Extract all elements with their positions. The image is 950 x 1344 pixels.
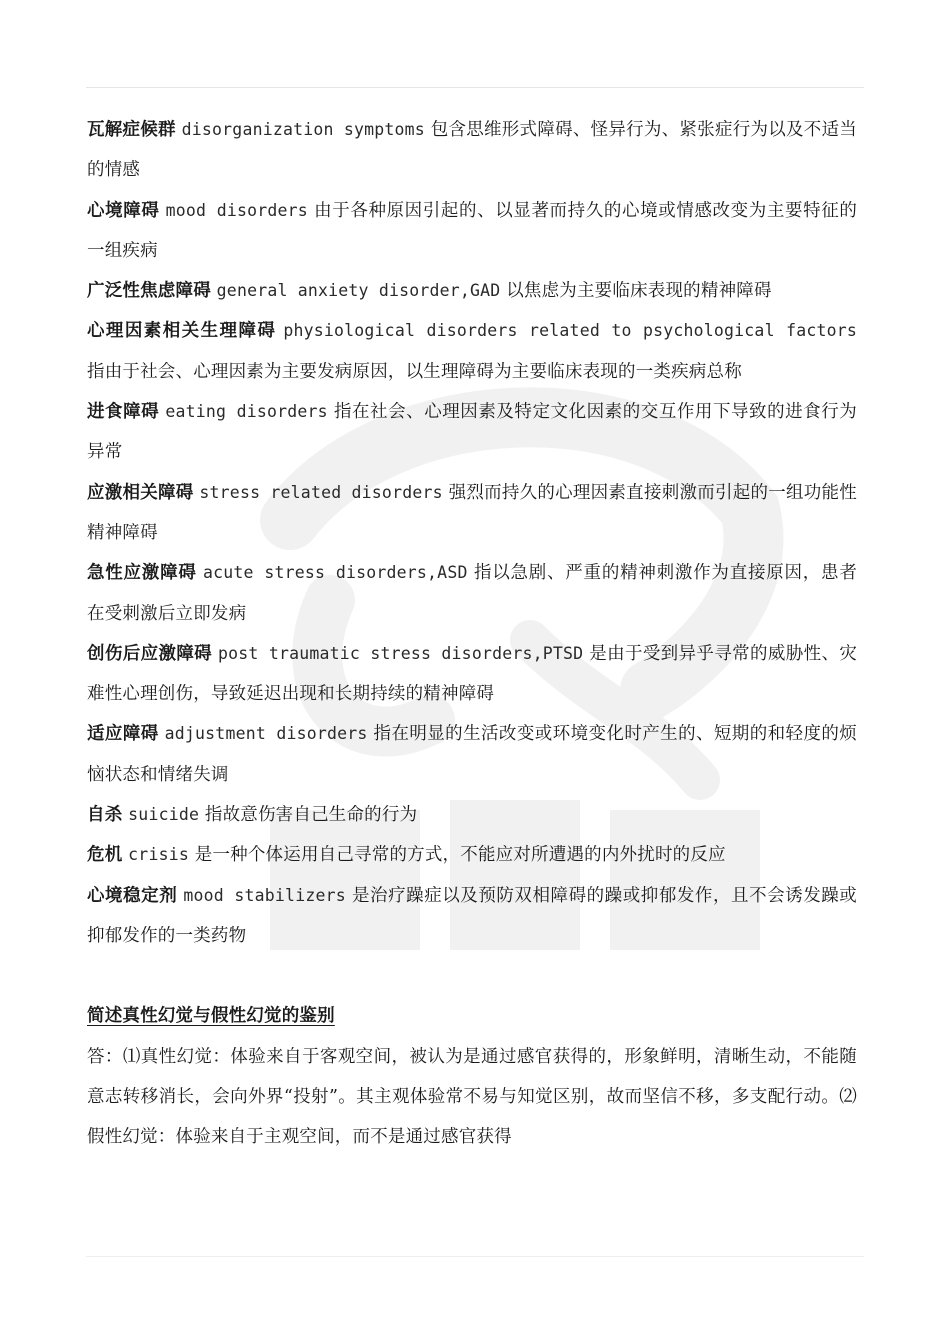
- glossary-entry: [87, 714, 857, 795]
- term-name: 自杀: [87, 805, 123, 826]
- header-rule: [86, 87, 864, 88]
- glossary-entry: [87, 191, 857, 272]
- glossary-entry: [87, 835, 857, 875]
- term-name: 瓦解症候群: [87, 120, 176, 140]
- term-definition: 指故意伤害自己生命的行为: [204, 805, 418, 826]
- answer-text: 答：⑴真性幻觉：体验来自于客观空间，被认为是通过感官获得的，形象鲜明，清晰生动，不能随意志转移消长，会向外界“投射”。其主观体验常不易与知觉区别，故而坚信不移，多支配行动。⑵假性幻觉：体验来自于主观空间，而不是通过感官获得: [87, 1046, 857, 1148]
- term-english: suicide: [128, 805, 200, 825]
- glossary-entry: [87, 271, 857, 311]
- term-name: 心境稳定剂: [87, 885, 178, 906]
- term-definition: 指由于社会、心理因素为主要发病原因，以生理障碍为主要临床表现的一类疾病总称: [87, 361, 742, 382]
- term-name: 心理因素相关生理障碍: [87, 321, 277, 342]
- term-english: disorganization symptoms: [181, 120, 425, 139]
- term-english: post traumatic stress disorders,PTSD: [217, 643, 584, 663]
- glossary-entry: [87, 473, 857, 554]
- term-definition: 指在明显的生活改变或环境变化时产生的、短期的和轻度的烦恼状态和情绪失调: [87, 724, 857, 785]
- term-english: general anxiety disorder,GAD: [216, 281, 501, 301]
- term-name: 进食障碍: [87, 402, 160, 423]
- term-name: 心境障碍: [87, 200, 160, 221]
- term-english: physiological disorders related to psychological factors: [283, 321, 858, 341]
- term-definition: 由于各种原因引起的、以显著而持久的心境或情感改变为主要特征的一组疾病: [87, 200, 858, 261]
- glossary-entry: [87, 311, 857, 392]
- term-english: stress related disorders: [199, 482, 443, 502]
- term-definition: 指在社会、心理因素及特定文化因素的交互作用下导致的进食行为异常: [87, 402, 858, 463]
- footer-rule: [86, 1256, 864, 1257]
- term-definition: 是一种个体运用自己寻常的方式，不能应对所遭遇的内外扰时的反应: [194, 845, 726, 866]
- glossary-entry: [87, 634, 857, 715]
- glossary-entry: [87, 392, 857, 473]
- term-name: 急性应激障碍: [87, 563, 197, 584]
- term-english: acute stress disorders,ASD: [202, 563, 468, 583]
- glossary-entry: [87, 795, 857, 835]
- term-name: 广泛性焦虑障碍: [87, 281, 211, 302]
- glossary-entry: [87, 876, 857, 957]
- term-definition: 是治疗躁症以及预防双相障碍的躁或抑郁发作，且不会诱发躁或抑郁发作的一类药物: [87, 885, 858, 946]
- term-definition: 强烈而持久的心理因素直接刺激而引起的一组功能性精神障碍: [87, 482, 858, 543]
- term-name: 适应障碍: [87, 724, 159, 745]
- term-definition: 是由于受到异乎寻常的威胁性、灾难性心理创伤，导致延迟出现和长期持续的精神障碍: [87, 643, 858, 705]
- term-name: 危机: [87, 845, 123, 866]
- glossary-entry: [87, 553, 857, 634]
- term-definition: 包含思维形式障碍、怪异行为、紧张症行为以及不适当的情感: [87, 120, 857, 181]
- term-definition: 指以急剧、严重的精神刺激作为直接原因，患者在受刺激后立即发病: [87, 563, 858, 624]
- glossary-entry: [87, 110, 857, 191]
- term-english: adjustment disorders: [164, 724, 368, 744]
- document-body: [87, 110, 857, 1157]
- term-definition: 以焦虑为主要临床表现的精神障碍: [506, 281, 772, 302]
- term-name: 应激相关障碍: [87, 482, 194, 503]
- term-english: mood disorders: [165, 200, 308, 220]
- term-english: mood stabilizers: [183, 885, 346, 905]
- term-english: crisis: [128, 845, 189, 865]
- term-name: 创伤后应激障碍: [87, 643, 213, 664]
- term-english: eating disorders: [165, 402, 328, 422]
- question-title: 简述真性幻觉与假性幻觉的鉴别: [87, 1006, 335, 1027]
